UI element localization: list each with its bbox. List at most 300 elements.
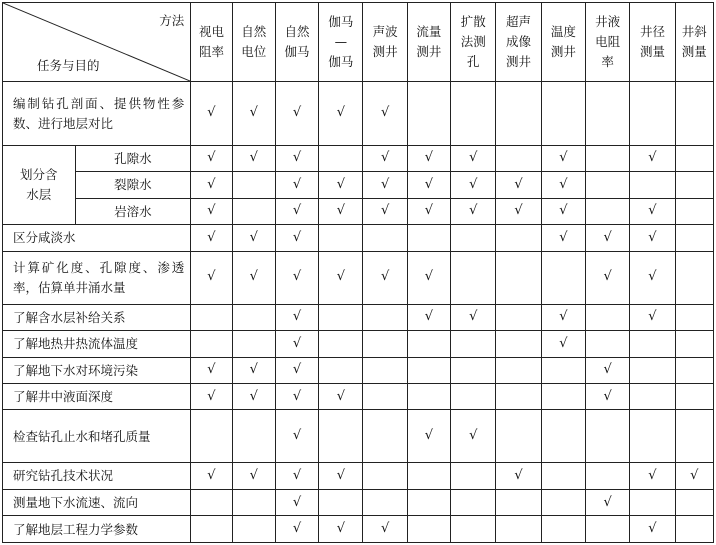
check-cell bbox=[363, 304, 407, 330]
check-mark: √ bbox=[424, 428, 434, 444]
check-cell bbox=[232, 357, 275, 383]
corner-label-method: 方法 bbox=[159, 13, 185, 28]
check-cell bbox=[319, 251, 363, 304]
check-cell bbox=[675, 410, 713, 463]
check-cell bbox=[319, 383, 363, 409]
method-header-line: 测量 bbox=[681, 44, 707, 60]
method-header-line: 伽马 bbox=[328, 14, 354, 30]
check-cell bbox=[630, 410, 675, 463]
check-cell bbox=[191, 225, 232, 251]
check-cell bbox=[319, 145, 363, 171]
check-cell bbox=[451, 304, 496, 330]
check-cell bbox=[586, 463, 630, 489]
check-mark: √ bbox=[292, 176, 302, 192]
check-mark: √ bbox=[292, 468, 302, 484]
method-header-line: 井液 bbox=[595, 14, 621, 30]
check-mark: √ bbox=[207, 176, 216, 192]
check-mark: √ bbox=[603, 362, 612, 378]
check-mark: √ bbox=[648, 203, 657, 219]
method-header bbox=[275, 3, 318, 82]
check-mark: √ bbox=[207, 468, 216, 484]
check-cell bbox=[191, 172, 232, 198]
check-mark: √ bbox=[603, 269, 612, 285]
check-mark: √ bbox=[249, 269, 258, 285]
task-cell: 研究钻孔技术状况 bbox=[3, 463, 191, 489]
check-mark: √ bbox=[292, 494, 302, 510]
check-cell bbox=[275, 331, 318, 357]
check-cell bbox=[191, 516, 232, 543]
check-cell bbox=[675, 516, 713, 543]
method-header-line: 成像 bbox=[506, 34, 532, 50]
group-label-line: 水层 bbox=[26, 186, 52, 202]
check-cell bbox=[363, 82, 407, 145]
check-cell bbox=[275, 516, 318, 543]
check-mark: √ bbox=[207, 203, 216, 219]
check-cell bbox=[541, 198, 585, 224]
check-cell bbox=[275, 145, 318, 171]
method-header-line: 测井 bbox=[372, 44, 398, 60]
check-mark: √ bbox=[380, 150, 390, 166]
check-mark: √ bbox=[249, 229, 258, 245]
check-cell bbox=[275, 82, 318, 145]
check-mark: √ bbox=[648, 269, 657, 285]
check-cell bbox=[363, 463, 407, 489]
check-cell bbox=[451, 410, 496, 463]
check-cell bbox=[630, 172, 675, 198]
method-header-line: 率 bbox=[601, 54, 614, 70]
method-header bbox=[586, 3, 630, 82]
method-header bbox=[319, 3, 363, 82]
check-mark: √ bbox=[249, 388, 258, 404]
method-header-line: 阻率 bbox=[198, 44, 224, 60]
check-mark: √ bbox=[559, 176, 568, 192]
check-mark: √ bbox=[424, 150, 434, 166]
check-cell bbox=[191, 198, 232, 224]
check-mark: √ bbox=[207, 362, 216, 378]
check-cell bbox=[541, 410, 585, 463]
check-mark: √ bbox=[249, 468, 258, 484]
check-mark: √ bbox=[292, 229, 302, 245]
check-cell bbox=[232, 304, 275, 330]
check-cell bbox=[541, 516, 585, 543]
check-cell bbox=[275, 489, 318, 515]
check-cell bbox=[407, 145, 450, 171]
check-cell bbox=[675, 331, 713, 357]
check-mark: √ bbox=[336, 521, 345, 537]
check-cell bbox=[275, 383, 318, 409]
check-mark: √ bbox=[559, 203, 568, 219]
check-cell bbox=[451, 489, 496, 515]
check-cell bbox=[630, 82, 675, 145]
check-mark: √ bbox=[292, 521, 302, 537]
check-mark: √ bbox=[648, 468, 657, 484]
check-cell bbox=[586, 304, 630, 330]
check-cell bbox=[541, 463, 585, 489]
check-cell bbox=[541, 172, 585, 198]
check-cell bbox=[232, 489, 275, 515]
check-mark: √ bbox=[292, 309, 302, 325]
check-cell bbox=[319, 304, 363, 330]
check-cell bbox=[586, 489, 630, 515]
check-cell bbox=[319, 463, 363, 489]
check-cell bbox=[275, 357, 318, 383]
check-cell bbox=[586, 225, 630, 251]
check-mark: √ bbox=[690, 468, 699, 484]
method-header bbox=[191, 3, 232, 82]
check-cell bbox=[407, 489, 450, 515]
method-header bbox=[363, 3, 407, 82]
method-header-line: 井径 bbox=[639, 24, 665, 40]
table-row bbox=[3, 172, 714, 198]
task-cell: 编制钻孔剖面、提供物性参数、进行地层对比 bbox=[3, 82, 191, 145]
check-cell bbox=[232, 82, 275, 145]
check-cell bbox=[675, 251, 713, 304]
check-cell bbox=[191, 383, 232, 409]
check-cell bbox=[363, 383, 407, 409]
check-cell bbox=[675, 383, 713, 409]
check-mark: √ bbox=[424, 269, 434, 285]
check-mark: √ bbox=[249, 150, 258, 166]
check-cell bbox=[275, 225, 318, 251]
check-mark: √ bbox=[469, 428, 478, 444]
check-cell bbox=[586, 251, 630, 304]
check-cell bbox=[407, 198, 450, 224]
check-cell bbox=[407, 172, 450, 198]
check-cell bbox=[451, 172, 496, 198]
check-mark: √ bbox=[603, 388, 612, 404]
method-header bbox=[496, 3, 541, 82]
method-header-line: 自然 bbox=[284, 24, 310, 40]
check-mark: √ bbox=[292, 269, 302, 285]
check-cell bbox=[319, 172, 363, 198]
corner-cell bbox=[3, 3, 191, 82]
method-header-line: 测井 bbox=[416, 44, 442, 60]
check-cell bbox=[319, 489, 363, 515]
check-mark: √ bbox=[292, 428, 302, 444]
sub-task-cell: 孔隙水 bbox=[75, 145, 191, 171]
check-mark: √ bbox=[514, 468, 523, 484]
table-row bbox=[3, 304, 714, 330]
method-header-line: — bbox=[334, 34, 348, 50]
check-cell bbox=[232, 172, 275, 198]
check-cell bbox=[675, 172, 713, 198]
method-header-line: 电位 bbox=[241, 44, 267, 60]
check-cell bbox=[363, 410, 407, 463]
method-header-line: 自然 bbox=[241, 24, 267, 40]
check-cell bbox=[586, 383, 630, 409]
check-mark: √ bbox=[336, 105, 345, 121]
check-cell bbox=[191, 82, 232, 145]
check-cell bbox=[275, 410, 318, 463]
check-cell bbox=[232, 331, 275, 357]
check-cell bbox=[191, 331, 232, 357]
task-cell: 了解井中液面深度 bbox=[3, 383, 191, 409]
check-cell bbox=[630, 383, 675, 409]
check-cell bbox=[275, 251, 318, 304]
task-cell: 了解地层工程力学参数 bbox=[3, 516, 191, 543]
check-mark: √ bbox=[380, 105, 390, 121]
check-cell bbox=[586, 331, 630, 357]
method-header-line: 超声 bbox=[506, 14, 532, 30]
method-header bbox=[407, 3, 450, 82]
check-cell bbox=[496, 383, 541, 409]
check-cell bbox=[451, 383, 496, 409]
check-mark: √ bbox=[603, 229, 612, 245]
check-cell bbox=[319, 198, 363, 224]
method-header-line: 测井 bbox=[506, 54, 532, 70]
check-mark: √ bbox=[559, 229, 568, 245]
check-cell bbox=[630, 198, 675, 224]
check-cell bbox=[496, 489, 541, 515]
check-cell bbox=[407, 304, 450, 330]
check-mark: √ bbox=[249, 105, 258, 121]
table-row bbox=[3, 251, 714, 304]
method-header-line: 流量 bbox=[416, 24, 442, 40]
check-cell bbox=[407, 383, 450, 409]
check-cell bbox=[541, 331, 585, 357]
method-header-line: 伽马 bbox=[284, 44, 310, 60]
method-header bbox=[232, 3, 275, 82]
check-cell bbox=[496, 198, 541, 224]
check-mark: √ bbox=[380, 176, 390, 192]
check-cell bbox=[541, 82, 585, 145]
check-cell bbox=[586, 198, 630, 224]
check-mark: √ bbox=[207, 388, 216, 404]
table-row bbox=[3, 331, 714, 357]
check-mark: √ bbox=[469, 150, 478, 166]
check-cell bbox=[630, 145, 675, 171]
check-mark: √ bbox=[380, 521, 390, 537]
group-label-line: 划分含 bbox=[19, 166, 58, 182]
method-header-line: 伽马 bbox=[328, 54, 354, 70]
check-cell bbox=[275, 172, 318, 198]
check-cell bbox=[541, 251, 585, 304]
table-row bbox=[3, 516, 714, 543]
check-cell bbox=[319, 357, 363, 383]
check-mark: √ bbox=[336, 269, 345, 285]
check-cell bbox=[496, 251, 541, 304]
check-cell bbox=[407, 357, 450, 383]
check-cell bbox=[191, 489, 232, 515]
check-cell bbox=[319, 82, 363, 145]
check-cell bbox=[586, 145, 630, 171]
check-cell bbox=[541, 383, 585, 409]
table-row bbox=[3, 383, 714, 409]
check-mark: √ bbox=[469, 176, 478, 192]
check-mark: √ bbox=[207, 229, 216, 245]
check-cell bbox=[363, 489, 407, 515]
check-cell bbox=[586, 410, 630, 463]
check-mark: √ bbox=[648, 229, 657, 245]
check-mark: √ bbox=[207, 150, 216, 166]
method-header-line: 电阻 bbox=[595, 34, 621, 50]
sub-task-cell: 岩溶水 bbox=[75, 198, 191, 224]
table-row bbox=[3, 410, 714, 463]
check-cell bbox=[407, 225, 450, 251]
check-cell bbox=[232, 410, 275, 463]
method-header-line: 温度 bbox=[550, 24, 576, 40]
check-cell bbox=[191, 357, 232, 383]
task-cell: 了解地下水对环境污染 bbox=[3, 357, 191, 383]
check-cell bbox=[232, 251, 275, 304]
check-cell bbox=[630, 225, 675, 251]
check-cell bbox=[232, 198, 275, 224]
check-cell bbox=[232, 145, 275, 171]
method-header bbox=[630, 3, 675, 82]
check-mark: √ bbox=[292, 362, 302, 378]
check-cell bbox=[191, 463, 232, 489]
check-cell bbox=[630, 304, 675, 330]
check-cell bbox=[191, 145, 232, 171]
check-cell bbox=[496, 357, 541, 383]
check-cell bbox=[275, 198, 318, 224]
check-mark: √ bbox=[469, 203, 478, 219]
check-cell bbox=[496, 516, 541, 543]
check-mark: √ bbox=[648, 309, 657, 325]
table-row bbox=[3, 489, 714, 515]
check-cell bbox=[451, 463, 496, 489]
check-cell bbox=[319, 410, 363, 463]
check-cell bbox=[191, 304, 232, 330]
check-mark: √ bbox=[514, 176, 523, 192]
check-cell bbox=[675, 489, 713, 515]
task-cell: 区分咸淡水 bbox=[3, 225, 191, 251]
check-mark: √ bbox=[336, 176, 345, 192]
method-header-line: 视电 bbox=[198, 24, 224, 40]
method-header-line: 扩散 bbox=[460, 14, 486, 30]
check-cell bbox=[630, 357, 675, 383]
check-cell bbox=[496, 410, 541, 463]
check-cell bbox=[451, 251, 496, 304]
table-row bbox=[3, 82, 714, 145]
check-mark: √ bbox=[380, 269, 390, 285]
check-mark: √ bbox=[207, 269, 216, 285]
check-cell bbox=[232, 383, 275, 409]
check-cell bbox=[630, 516, 675, 543]
check-cell bbox=[363, 516, 407, 543]
check-mark: √ bbox=[559, 309, 568, 325]
check-cell bbox=[319, 331, 363, 357]
check-mark: √ bbox=[292, 105, 302, 121]
check-cell bbox=[363, 198, 407, 224]
check-mark: √ bbox=[424, 309, 434, 325]
check-cell bbox=[675, 198, 713, 224]
check-cell bbox=[675, 463, 713, 489]
check-mark: √ bbox=[207, 105, 216, 121]
check-cell bbox=[363, 172, 407, 198]
method-header-line: 孔 bbox=[466, 54, 480, 70]
check-cell bbox=[675, 145, 713, 171]
method-header bbox=[675, 3, 713, 82]
check-mark: √ bbox=[336, 203, 345, 219]
check-cell bbox=[675, 225, 713, 251]
check-mark: √ bbox=[648, 150, 657, 166]
check-cell bbox=[451, 198, 496, 224]
check-cell bbox=[630, 489, 675, 515]
check-cell bbox=[675, 357, 713, 383]
check-cell bbox=[275, 304, 318, 330]
check-mark: √ bbox=[424, 176, 434, 192]
check-mark: √ bbox=[292, 335, 302, 351]
table-row bbox=[3, 145, 714, 171]
check-cell bbox=[363, 251, 407, 304]
check-mark: √ bbox=[249, 362, 258, 378]
corner-label-task: 任务与目的 bbox=[37, 58, 100, 74]
check-cell bbox=[496, 463, 541, 489]
task-cell: 了解地热井热流体温度 bbox=[3, 331, 191, 357]
check-cell bbox=[541, 357, 585, 383]
task-cell: 了解含水层补给关系 bbox=[3, 304, 191, 330]
check-mark: √ bbox=[469, 309, 478, 325]
check-cell bbox=[407, 516, 450, 543]
check-mark: √ bbox=[336, 468, 345, 484]
check-cell bbox=[407, 410, 450, 463]
check-cell bbox=[232, 463, 275, 489]
check-cell bbox=[630, 463, 675, 489]
check-mark: √ bbox=[559, 150, 568, 166]
check-mark: √ bbox=[380, 203, 390, 219]
sub-task-cell: 裂隙水 bbox=[75, 172, 191, 198]
check-cell bbox=[496, 82, 541, 145]
method-header bbox=[451, 3, 496, 82]
group-label-cell bbox=[3, 145, 76, 224]
check-cell bbox=[541, 145, 585, 171]
check-cell bbox=[363, 145, 407, 171]
method-header-line: 井斜 bbox=[681, 24, 707, 40]
check-mark: √ bbox=[559, 335, 568, 351]
check-cell bbox=[586, 82, 630, 145]
check-cell bbox=[191, 251, 232, 304]
check-cell bbox=[541, 304, 585, 330]
check-cell bbox=[451, 331, 496, 357]
task-cell: 检查钻孔止水和堵孔质量 bbox=[3, 410, 191, 463]
check-cell bbox=[451, 225, 496, 251]
check-cell bbox=[630, 331, 675, 357]
check-cell bbox=[586, 172, 630, 198]
table-row bbox=[3, 463, 714, 489]
methods-table bbox=[2, 2, 714, 543]
check-cell bbox=[675, 82, 713, 145]
check-cell bbox=[586, 516, 630, 543]
check-cell bbox=[630, 251, 675, 304]
check-cell bbox=[363, 357, 407, 383]
check-cell bbox=[496, 225, 541, 251]
table-row bbox=[3, 198, 714, 224]
check-mark: √ bbox=[514, 203, 523, 219]
check-cell bbox=[451, 145, 496, 171]
check-cell bbox=[541, 489, 585, 515]
task-cell: 计算矿化度、孔隙度、渗透率，估算单井涌水量 bbox=[3, 251, 191, 304]
check-cell bbox=[407, 463, 450, 489]
check-mark: √ bbox=[336, 388, 345, 404]
task-cell: 测量地下水流速、流向 bbox=[3, 489, 191, 515]
check-cell bbox=[496, 331, 541, 357]
check-mark: √ bbox=[292, 388, 302, 404]
check-mark: √ bbox=[424, 203, 434, 219]
check-cell bbox=[319, 516, 363, 543]
check-cell bbox=[451, 516, 496, 543]
check-cell bbox=[586, 357, 630, 383]
method-header-line: 测量 bbox=[639, 44, 665, 60]
check-cell bbox=[675, 304, 713, 330]
check-cell bbox=[363, 331, 407, 357]
header-row bbox=[3, 3, 714, 82]
check-mark: √ bbox=[292, 203, 302, 219]
check-cell bbox=[451, 82, 496, 145]
check-cell bbox=[407, 251, 450, 304]
check-cell bbox=[191, 410, 232, 463]
method-header-line: 测井 bbox=[550, 44, 576, 60]
